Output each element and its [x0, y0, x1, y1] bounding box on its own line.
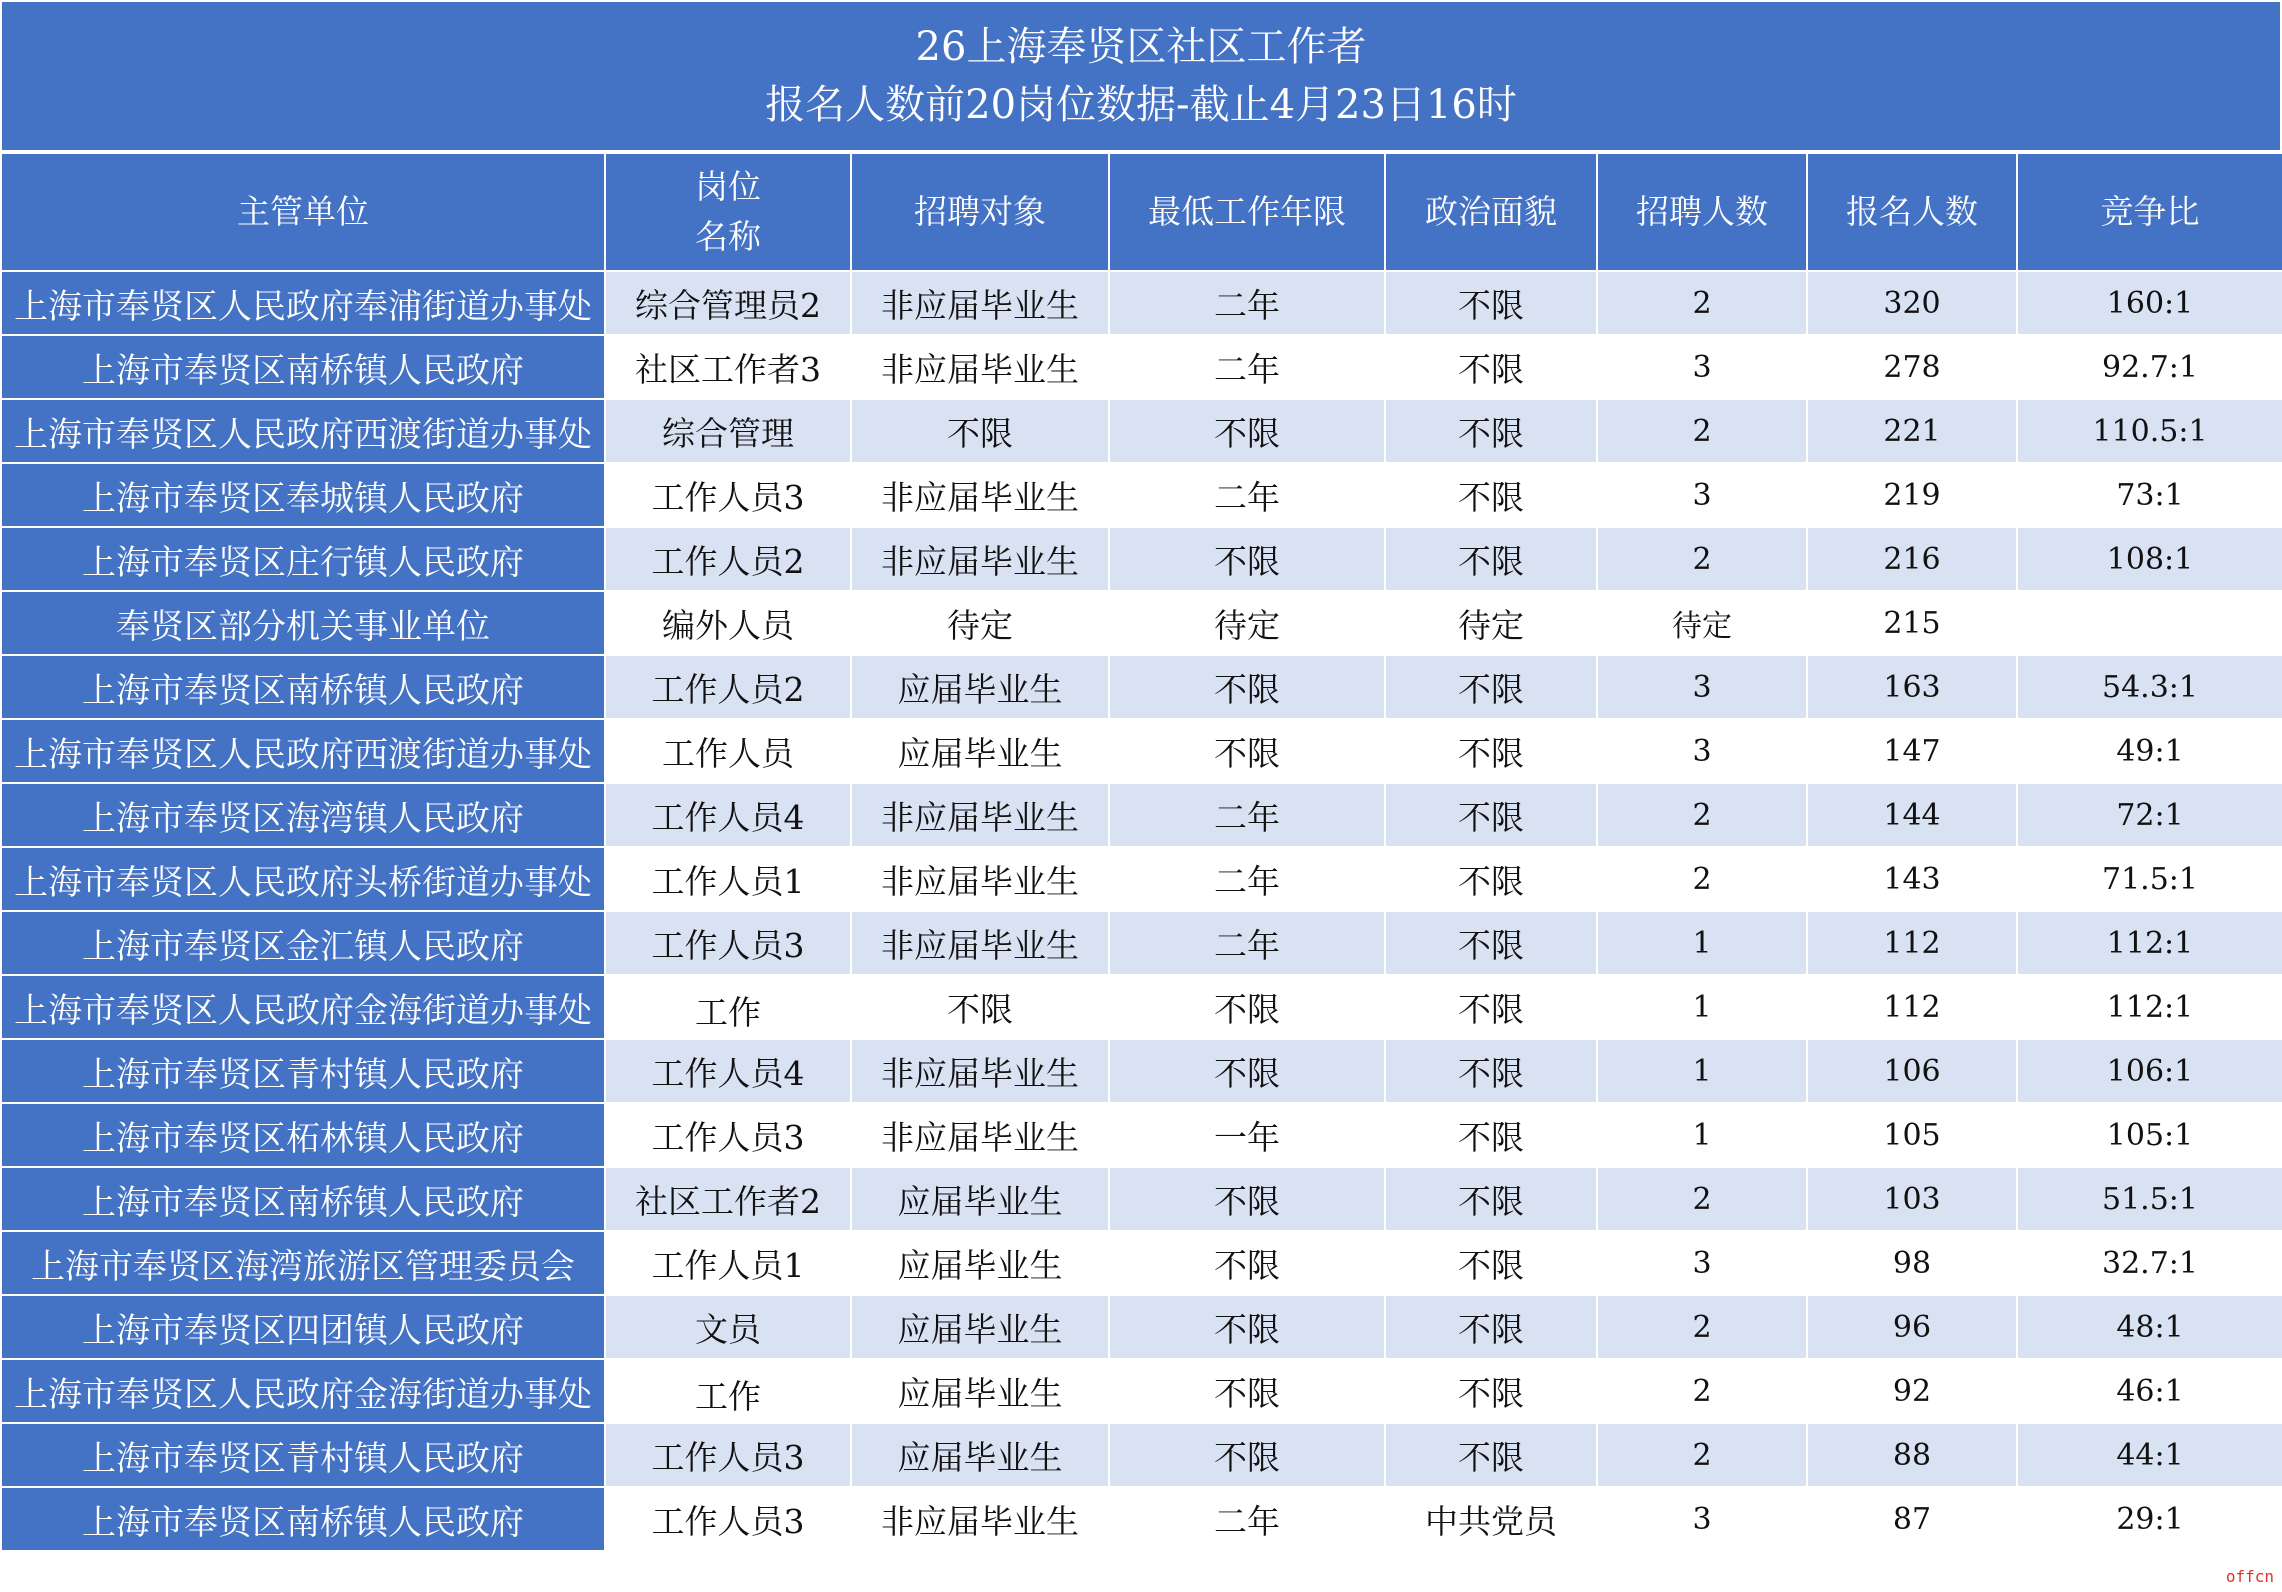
- cell-ratio: 112:1: [2017, 975, 2282, 1039]
- header-target: 招聘对象: [851, 153, 1109, 271]
- cell-unit: 上海市奉贤区南桥镇人民政府: [1, 655, 605, 719]
- table-row: [1, 1359, 2282, 1423]
- cell-position: 综合管理员2: [605, 271, 851, 335]
- cell-position: 工作人员: [605, 719, 851, 783]
- cell-hires: 3: [1597, 335, 1807, 399]
- cell-position: 工作人员3: [605, 911, 851, 975]
- cell-ratio: 112:1: [2017, 911, 2282, 975]
- cell-target: 非应届毕业生: [851, 1039, 1109, 1103]
- table-row: [1, 847, 2282, 911]
- cell-target: 应届毕业生: [851, 1359, 1109, 1423]
- cell-political: 不限: [1385, 1231, 1597, 1295]
- cell-position: 工作人员2: [605, 655, 851, 719]
- cell-hires: 2: [1597, 271, 1807, 335]
- cell-unit: 上海市奉贤区人民政府金海街道办事处: [1, 975, 605, 1039]
- cell-hires: 2: [1597, 1359, 1807, 1423]
- cell-years: 不限: [1109, 1359, 1385, 1423]
- table-row: [1, 975, 2282, 1039]
- cell-position: 工作人员2: [605, 527, 851, 591]
- cell-target: 不限: [851, 975, 1109, 1039]
- cell-hires: 2: [1597, 783, 1807, 847]
- cell-years: 不限: [1109, 399, 1385, 463]
- cell-applicants: 216: [1807, 527, 2017, 591]
- cell-ratio: 110.5:1: [2017, 399, 2282, 463]
- cell-unit: 上海市奉贤区人民政府金海街道办事处: [1, 1359, 605, 1423]
- cell-ratio: 73:1: [2017, 463, 2282, 527]
- cell-position: 综合管理: [605, 399, 851, 463]
- table-row: [1, 911, 2282, 975]
- cell-political: 不限: [1385, 655, 1597, 719]
- cell-political: 不限: [1385, 527, 1597, 591]
- cell-political: 不限: [1385, 783, 1597, 847]
- cell-position: 文员: [605, 1295, 851, 1359]
- cell-ratio: 72:1: [2017, 783, 2282, 847]
- cell-applicants: 112: [1807, 911, 2017, 975]
- table-row: [1, 783, 2282, 847]
- cell-political: 不限: [1385, 1295, 1597, 1359]
- cell-unit: 上海市奉贤区南桥镇人民政府: [1, 1487, 605, 1551]
- cell-ratio: 46:1: [2017, 1359, 2282, 1423]
- cell-position-text: 工作: [695, 1377, 761, 1415]
- cell-position: 工作人员3: [605, 1103, 851, 1167]
- cell-unit: 上海市奉贤区人民政府奉浦街道办事处: [1, 271, 605, 335]
- cell-ratio: 106:1: [2017, 1039, 2282, 1103]
- cell-ratio: [2017, 591, 2282, 655]
- cell-unit: 上海市奉贤区人民政府西渡街道办事处: [1, 719, 605, 783]
- cell-position: 社区工作者2: [605, 1167, 851, 1231]
- cell-ratio: 105:1: [2017, 1103, 2282, 1167]
- cell-applicants: 278: [1807, 335, 2017, 399]
- cell-target: 非应届毕业生: [851, 1103, 1109, 1167]
- header-position-line-2: 名称: [695, 217, 761, 256]
- cell-political: 不限: [1385, 719, 1597, 783]
- cell-years: 不限: [1109, 1231, 1385, 1295]
- cell-applicants: 103: [1807, 1167, 2017, 1231]
- cell-years: 待定: [1109, 591, 1385, 655]
- cell-applicants: 147: [1807, 719, 2017, 783]
- cell-applicants: 112: [1807, 975, 2017, 1039]
- positions-table: [0, 152, 2282, 1552]
- cell-unit: 上海市奉贤区海湾镇人民政府: [1, 783, 605, 847]
- table-row: [1, 271, 2282, 335]
- cell-unit: 上海市奉贤区青村镇人民政府: [1, 1423, 605, 1487]
- header-ratio: 竞争比: [2017, 153, 2282, 271]
- cell-position: 编外人员: [605, 591, 851, 655]
- cell-ratio: 160:1: [2017, 271, 2282, 335]
- cell-unit: 上海市奉贤区人民政府头桥街道办事处: [1, 847, 605, 911]
- cell-political: 不限: [1385, 1167, 1597, 1231]
- header-row: [1, 153, 2282, 271]
- cell-years: 二年: [1109, 783, 1385, 847]
- cell-political: 不限: [1385, 399, 1597, 463]
- cell-hires: 1: [1597, 1039, 1807, 1103]
- cell-target: 应届毕业生: [851, 719, 1109, 783]
- cell-political: 不限: [1385, 1039, 1597, 1103]
- cell-unit: 上海市奉贤区南桥镇人民政府: [1, 335, 605, 399]
- cell-applicants: 105: [1807, 1103, 2017, 1167]
- cell-years: 二年: [1109, 335, 1385, 399]
- cell-ratio: 51.5:1: [2017, 1167, 2282, 1231]
- cell-target: 非应届毕业生: [851, 847, 1109, 911]
- table-title: [0, 0, 2282, 152]
- header-position: [605, 153, 851, 271]
- cell-position: 工作人员3: [605, 1487, 851, 1551]
- table-row: [1, 463, 2282, 527]
- cell-years: 不限: [1109, 527, 1385, 591]
- cell-unit: 上海市奉贤区金汇镇人民政府: [1, 911, 605, 975]
- cell-ratio: 29:1: [2017, 1487, 2282, 1551]
- cell-target: 非应届毕业生: [851, 1487, 1109, 1551]
- cell-target: 应届毕业生: [851, 1295, 1109, 1359]
- cell-applicants: 106: [1807, 1039, 2017, 1103]
- cell-ratio: 54.3:1: [2017, 655, 2282, 719]
- cell-political: 不限: [1385, 335, 1597, 399]
- cell-years: 不限: [1109, 1423, 1385, 1487]
- cell-years: 二年: [1109, 847, 1385, 911]
- cell-position: 工作人员4: [605, 1039, 851, 1103]
- cell-unit: 上海市奉贤区奉城镇人民政府: [1, 463, 605, 527]
- cell-applicants: 215: [1807, 591, 2017, 655]
- header-political: 政治面貌: [1385, 153, 1597, 271]
- cell-applicants: 144: [1807, 783, 2017, 847]
- cell-hires: 3: [1597, 463, 1807, 527]
- cell-target: 应届毕业生: [851, 655, 1109, 719]
- cell-target: 待定: [851, 591, 1109, 655]
- table-row: [1, 527, 2282, 591]
- cell-political: 不限: [1385, 463, 1597, 527]
- table-row: [1, 1039, 2282, 1103]
- cell-hires: 1: [1597, 1103, 1807, 1167]
- cell-years: 二年: [1109, 1487, 1385, 1551]
- cell-target: 非应届毕业生: [851, 783, 1109, 847]
- cell-political: 待定: [1385, 591, 1597, 655]
- cell-unit: 奉贤区部分机关事业单位: [1, 591, 605, 655]
- cell-years: 不限: [1109, 655, 1385, 719]
- cell-target: 应届毕业生: [851, 1167, 1109, 1231]
- cell-ratio: 32.7:1: [2017, 1231, 2282, 1295]
- cell-unit: 上海市奉贤区庄行镇人民政府: [1, 527, 605, 591]
- cell-ratio: 108:1: [2017, 527, 2282, 591]
- cell-hires: 2: [1597, 847, 1807, 911]
- header-applicants: 报名人数: [1807, 153, 2017, 271]
- cell-target: 非应届毕业生: [851, 271, 1109, 335]
- cell-applicants: 143: [1807, 847, 2017, 911]
- cell-applicants: 96: [1807, 1295, 2017, 1359]
- cell-years: 二年: [1109, 911, 1385, 975]
- cell-years: 不限: [1109, 975, 1385, 1039]
- cell-political: 不限: [1385, 911, 1597, 975]
- cell-target: 非应届毕业生: [851, 911, 1109, 975]
- cell-position-text: 工作: [695, 993, 761, 1031]
- cell-applicants: 320: [1807, 271, 2017, 335]
- cell-hires: 2: [1597, 1295, 1807, 1359]
- cell-hires: 2: [1597, 399, 1807, 463]
- cell-unit: 上海市奉贤区青村镇人民政府: [1, 1039, 605, 1103]
- cell-political: 不限: [1385, 975, 1597, 1039]
- cell-hires: 2: [1597, 527, 1807, 591]
- cell-unit: 上海市奉贤区南桥镇人民政府: [1, 1167, 605, 1231]
- cell-hires: 1: [1597, 911, 1807, 975]
- cell-political: 不限: [1385, 1359, 1597, 1423]
- header-position-line-1: 岗位: [695, 167, 761, 206]
- title-line-1: 26上海奉贤区社区工作者: [915, 24, 1367, 70]
- cell-ratio: 48:1: [2017, 1295, 2282, 1359]
- cell-hires: 1: [1597, 975, 1807, 1039]
- cell-position: [605, 1359, 851, 1423]
- table-row: [1, 1167, 2282, 1231]
- cell-applicants: 163: [1807, 655, 2017, 719]
- cell-position: 工作人员3: [605, 1423, 851, 1487]
- cell-unit: 上海市奉贤区海湾旅游区管理委员会: [1, 1231, 605, 1295]
- cell-political: 不限: [1385, 271, 1597, 335]
- cell-years: 二年: [1109, 463, 1385, 527]
- table-row: [1, 655, 2282, 719]
- cell-unit: 上海市奉贤区柘林镇人民政府: [1, 1103, 605, 1167]
- cell-years: 不限: [1109, 719, 1385, 783]
- cell-position: 工作人员3: [605, 463, 851, 527]
- cell-position: 社区工作者3: [605, 335, 851, 399]
- cell-target: 非应届毕业生: [851, 527, 1109, 591]
- cell-hires: 3: [1597, 1487, 1807, 1551]
- cell-hires: 2: [1597, 1167, 1807, 1231]
- cell-applicants: 92: [1807, 1359, 2017, 1423]
- cell-hires: 3: [1597, 655, 1807, 719]
- cell-target: 非应届毕业生: [851, 463, 1109, 527]
- title-line-2: 报名人数前20岗位数据-截止4月23日16时: [765, 82, 1517, 128]
- table-row: [1, 335, 2282, 399]
- cell-applicants: 219: [1807, 463, 2017, 527]
- cell-ratio: 44:1: [2017, 1423, 2282, 1487]
- table-row: [1, 1295, 2282, 1359]
- cell-years: 不限: [1109, 1039, 1385, 1103]
- cell-years: 不限: [1109, 1167, 1385, 1231]
- table-row: [1, 591, 2282, 655]
- cell-target: 应届毕业生: [851, 1231, 1109, 1295]
- cell-target: 应届毕业生: [851, 1423, 1109, 1487]
- table-row: [1, 1487, 2282, 1551]
- table-row: [1, 1423, 2282, 1487]
- header-hires: 招聘人数: [1597, 153, 1807, 271]
- cell-applicants: 87: [1807, 1487, 2017, 1551]
- cell-hires: 3: [1597, 719, 1807, 783]
- cell-unit: 上海市奉贤区人民政府西渡街道办事处: [1, 399, 605, 463]
- cell-political: 不限: [1385, 1423, 1597, 1487]
- cell-target: 非应届毕业生: [851, 335, 1109, 399]
- table-row: [1, 1231, 2282, 1295]
- cell-years: 一年: [1109, 1103, 1385, 1167]
- cell-ratio: 71.5:1: [2017, 847, 2282, 911]
- table-row: [1, 719, 2282, 783]
- header-unit: 主管单位: [1, 153, 605, 271]
- cell-position: 工作人员1: [605, 1231, 851, 1295]
- table-row: [1, 1103, 2282, 1167]
- cell-unit: 上海市奉贤区四团镇人民政府: [1, 1295, 605, 1359]
- cell-ratio: 49:1: [2017, 719, 2282, 783]
- cell-hires: 待定: [1597, 591, 1807, 655]
- cell-applicants: 98: [1807, 1231, 2017, 1295]
- cell-applicants: 88: [1807, 1423, 2017, 1487]
- cell-hires: 2: [1597, 1423, 1807, 1487]
- cell-position: [605, 975, 851, 1039]
- table-row: [1, 399, 2282, 463]
- cell-years: 二年: [1109, 271, 1385, 335]
- cell-ratio: 92.7:1: [2017, 335, 2282, 399]
- cell-position: 工作人员1: [605, 847, 851, 911]
- cell-applicants: 221: [1807, 399, 2017, 463]
- watermark-logo: offcn: [2225, 1567, 2274, 1586]
- cell-target: 不限: [851, 399, 1109, 463]
- cell-years: 不限: [1109, 1295, 1385, 1359]
- cell-political: 不限: [1385, 847, 1597, 911]
- header-years: 最低工作年限: [1109, 153, 1385, 271]
- cell-political: 不限: [1385, 1103, 1597, 1167]
- cell-position: 工作人员4: [605, 783, 851, 847]
- cell-political: 中共党员: [1385, 1487, 1597, 1551]
- cell-hires: 3: [1597, 1231, 1807, 1295]
